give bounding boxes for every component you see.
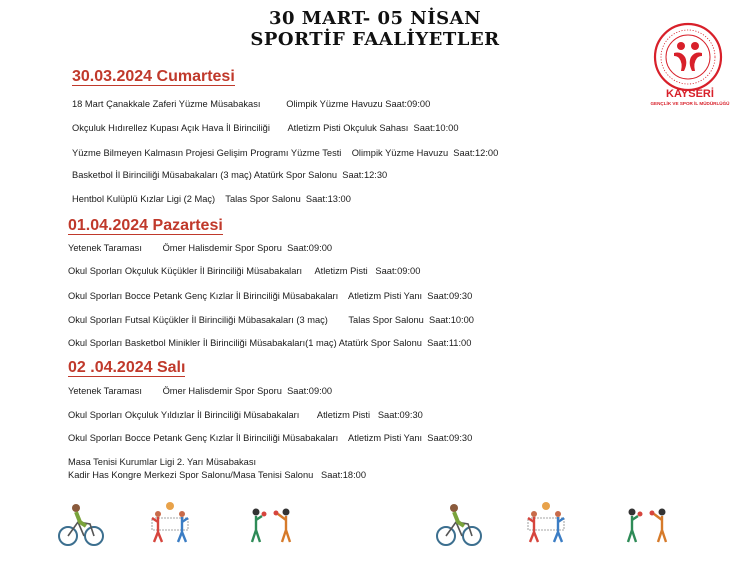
event-line: Masa Tenisi Kurumlar Ligi 2. Yarı Müsabakası [68,457,257,467]
event-line: Yüzme Bilmeyen Kalmasın Projesi Gelişim Programı Yüzme Testi Olimpik Yüzme Havuzu Saat:12:00 [72,148,499,158]
event-line: Okul Sporları Basketbol Minikler İl Birinciliği Müsabakaları(1 maç) Atatürk Spor Salonu Saat:11:00 [68,338,472,348]
event-line: Okul Sporları Bocce Petank Genç Kızlar İl Birinciliği Müsabakaları Atletizm Pisti Yanı Saat:09:30 [68,291,473,301]
day-heading-2 [68,217,223,235]
day-heading-1 [72,68,235,86]
event-line: Okul Sporları Okçuluk Küçükler İl Birinciliği Müsabakaları Atletizm Pisti Saat:09:00 [68,266,421,276]
event-line: Okul Sporları Futsal Küçükler İl Birinciliği Mübasakaları (3 maç) Talas Spor Salonu Saat:10:00 [68,315,474,325]
volleyball-players-icon [522,500,570,548]
volleyball-players-icon [146,500,194,548]
cyclist-icon [434,500,484,548]
day-date: 30.03.2024 Cumartesi [72,68,235,85]
event-line: Okul Sporları Okçuluk Yıldızlar İl Birinciliği Müsabakaları Atletizm Pisti Saat:09:30 [68,410,423,420]
event-line: Basketbol İl Birinciliği Müsabakaları (3 maç) Atatürk Spor Salonu Saat:12:30 [72,170,388,180]
day-date: 02 .04.2024 Salı [68,359,186,376]
table-tennis-players-icon [246,500,302,548]
day-date: 01.04.2024 Pazartesi [68,217,223,234]
day-heading-3 [68,359,185,377]
cyclist-icon [56,500,106,548]
logo-name: KAYSERİ [666,88,714,100]
event-line: Okçuluk Hıdırellez Kupası Açık Hava İl Birinciliği Atletizm Pisti Okçuluk Sahası Saat:10:00 [72,123,459,133]
event-line: Yetenek Taraması Ömer Halisdemir Spor Sporu Saat:09:00 [68,386,333,396]
event-line: Yetenek Taraması Ömer Halisdemir Spor Sporu Saat:09:00 [68,243,333,253]
page-subtitle: SPORTİF FAALİYETLER [250,29,500,50]
event-line: Hentbol Kulüplü Kızlar Ligi (2 Maç) Talas Spor Salonu Saat:13:00 [72,194,351,204]
page-title: 30 MART- 05 NİSAN [268,8,482,29]
event-line: 18 Mart Çanakkale Zaferi Yüzme Müsabakası Olimpik Yüzme Havuzu Saat:09:00 [72,99,431,109]
event-line: Kadir Has Kongre Merkezi Spor Salonu/Masa Tenisi Salonu Saat:18:00 [68,470,367,480]
logo-subtitle: GENÇLİK VE SPOR İL MÜDÜRLÜĞÜ [650,101,730,106]
event-line: Okul Sporları Bocce Petank Genç Kızlar İl Birinciliği Müsabakaları Atletizm Pisti Yanı Saat:09:30 [68,433,473,443]
table-tennis-players-icon [622,500,678,548]
